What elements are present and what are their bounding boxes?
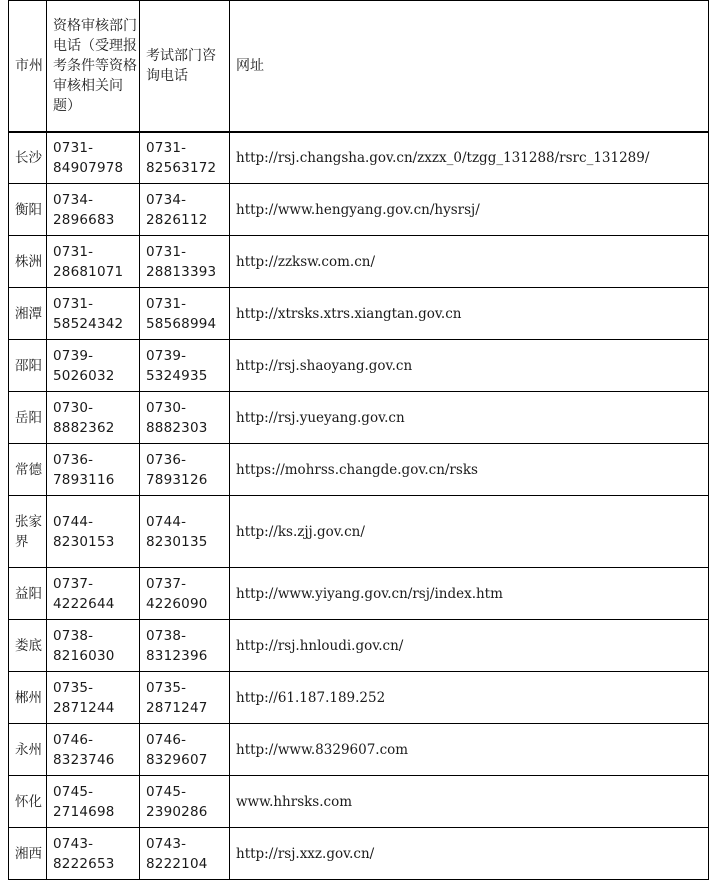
website-link[interactable]: https://mohrss.changde.gov.cn/rsks — [230, 444, 709, 496]
table-body — [9, 132, 709, 880]
website-link[interactable]: http://rsj.xxz.gov.cn/ — [230, 828, 709, 880]
city-cell: 郴州 — [9, 672, 47, 724]
city-cell: 怀化 — [9, 776, 47, 828]
table-row — [9, 568, 709, 620]
table-row — [9, 496, 709, 568]
qualification-phone-cell: 0744-8230153 — [47, 496, 140, 568]
table-row — [9, 672, 709, 724]
table-row — [9, 828, 709, 880]
qualification-phone-cell: 0737-4222644 — [47, 568, 140, 620]
city-cell: 永州 — [9, 724, 47, 776]
city-cell: 长沙 — [9, 132, 47, 184]
city-cell: 益阳 — [9, 568, 47, 620]
exam-phone-cell: 0739-5324935 — [140, 340, 230, 392]
exam-phone-cell: 0745-2390286 — [140, 776, 230, 828]
website-link[interactable]: http://ks.zjj.gov.cn/ — [230, 496, 709, 568]
exam-phone-cell: 0730-8882303 — [140, 392, 230, 444]
city-cell: 娄底 — [9, 620, 47, 672]
website-link[interactable]: http://www.hengyang.gov.cn/hysrsj/ — [230, 184, 709, 236]
city-cell: 湘西 — [9, 828, 47, 880]
website-link[interactable]: http://www.8329607.com — [230, 724, 709, 776]
table-row — [9, 288, 709, 340]
qualification-phone-cell: 0731-84907978 — [47, 132, 140, 184]
table-row — [9, 724, 709, 776]
table-row — [9, 392, 709, 444]
header-row — [9, 1, 709, 132]
exam-phone-cell: 0734-2826112 — [140, 184, 230, 236]
exam-phone-cell: 0743-8222104 — [140, 828, 230, 880]
city-cell: 常德 — [9, 444, 47, 496]
city-cell: 衡阳 — [9, 184, 47, 236]
city-cell: 株洲 — [9, 236, 47, 288]
exam-phone-cell: 0731-58568994 — [140, 288, 230, 340]
table-row — [9, 444, 709, 496]
qualification-phone-cell: 0746-8323746 — [47, 724, 140, 776]
qualification-phone-cell: 0730-8882362 — [47, 392, 140, 444]
exam-phone-cell: 0738-8312396 — [140, 620, 230, 672]
qualification-phone-cell: 0731-28681071 — [47, 236, 140, 288]
exam-phone-cell: 0736-7893126 — [140, 444, 230, 496]
table-row — [9, 620, 709, 672]
website-link[interactable]: http://www.yiyang.gov.cn/rsj/index.htm — [230, 568, 709, 620]
website-link[interactable]: http://zzksw.com.cn/ — [230, 236, 709, 288]
exam-phone-cell: 0737-4226090 — [140, 568, 230, 620]
header-website: 网址 — [230, 1, 709, 132]
table-row — [9, 236, 709, 288]
header-qualification-phone: 资格审核部门电话（受理报考条件等资格审核相关问题） — [47, 1, 140, 132]
qualification-phone-cell: 0735-2871244 — [47, 672, 140, 724]
website-link[interactable]: http://rsj.hnloudi.gov.cn/ — [230, 620, 709, 672]
exam-phone-cell: 0746-8329607 — [140, 724, 230, 776]
header-city: 市州 — [9, 1, 47, 132]
city-cell: 邵阳 — [9, 340, 47, 392]
website-link[interactable]: http://rsj.shaoyang.gov.cn — [230, 340, 709, 392]
website-link[interactable]: http://rsj.yueyang.gov.cn — [230, 392, 709, 444]
website-link[interactable]: http://xtrsks.xtrs.xiangtan.gov.cn — [230, 288, 709, 340]
qualification-phone-cell: 0731-58524342 — [47, 288, 140, 340]
website-link[interactable]: http://rsj.changsha.gov.cn/zxzx_0/tzgg_131288/rsrc_131289/ — [230, 132, 709, 184]
city-cell: 岳阳 — [9, 392, 47, 444]
website-link[interactable]: www.hhrsks.com — [230, 776, 709, 828]
qualification-phone-cell: 0745-2714698 — [47, 776, 140, 828]
qualification-phone-cell: 0734-2896683 — [47, 184, 140, 236]
qualification-phone-cell: 0738-8216030 — [47, 620, 140, 672]
table-row — [9, 132, 709, 184]
exam-phone-cell: 0731-28813393 — [140, 236, 230, 288]
table-row — [9, 184, 709, 236]
exam-phone-cell: 0744-8230135 — [140, 496, 230, 568]
contacts-table — [8, 0, 709, 880]
qualification-phone-cell: 0743-8222653 — [47, 828, 140, 880]
city-cell: 张家界 — [9, 496, 47, 568]
table-row — [9, 340, 709, 392]
header-exam-phone: 考试部门咨询电话 — [140, 1, 230, 132]
qualification-phone-cell: 0736-7893116 — [47, 444, 140, 496]
website-link[interactable]: http://61.187.189.252 — [230, 672, 709, 724]
qualification-phone-cell: 0739-5026032 — [47, 340, 140, 392]
city-cell: 湘潭 — [9, 288, 47, 340]
table-row — [9, 776, 709, 828]
exam-phone-cell: 0731-82563172 — [140, 132, 230, 184]
exam-phone-cell: 0735-2871247 — [140, 672, 230, 724]
